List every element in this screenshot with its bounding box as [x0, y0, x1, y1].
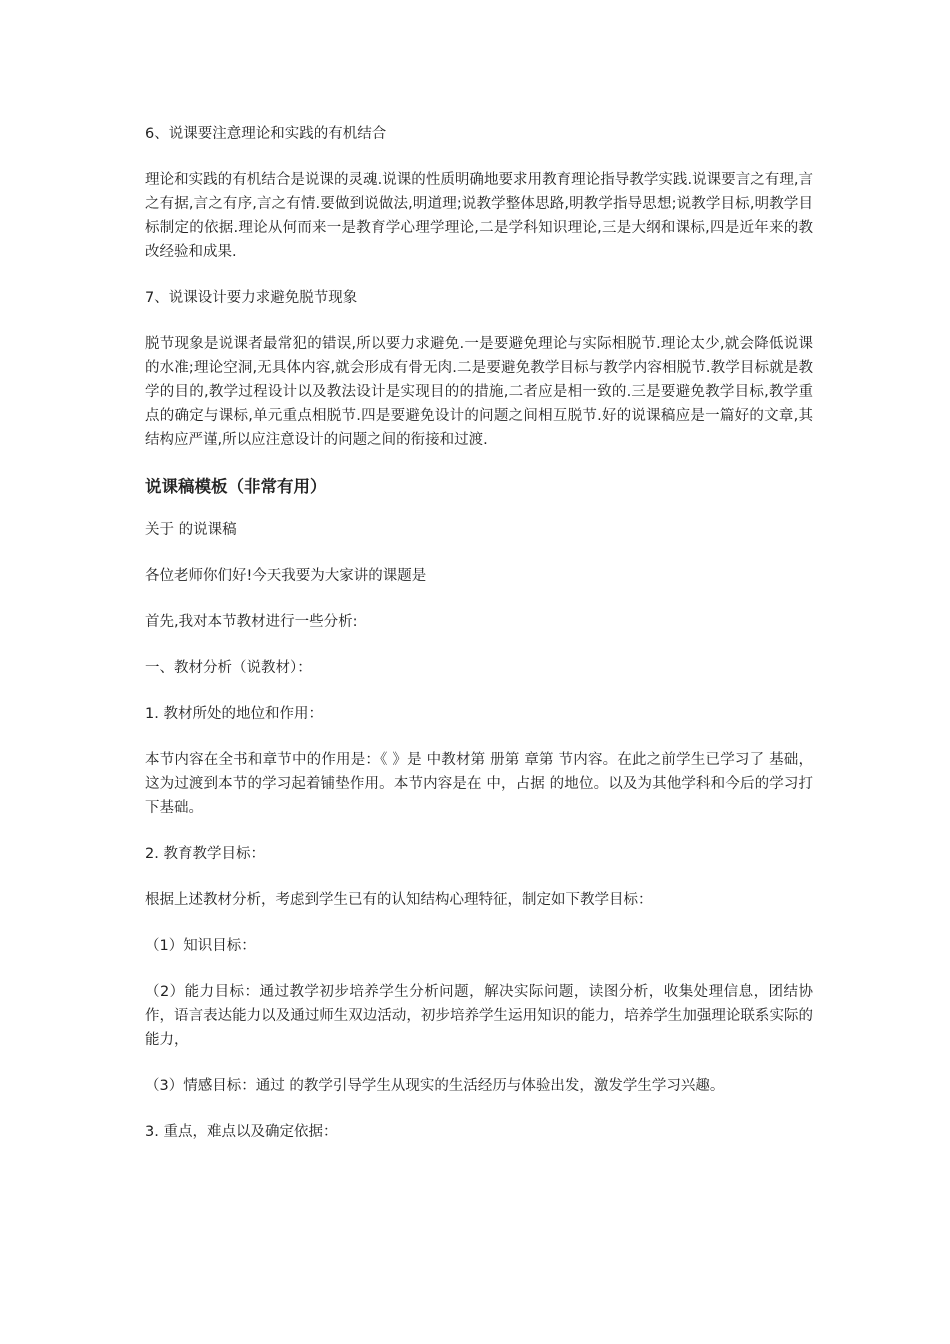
intro-line: 首先,我对本节教材进行一些分析:: [145, 614, 358, 630]
section-6-paragraph: 理论和实践的有机结合是说课的灵魂.说课的性质明确地要求用教育理论指导教学实践.说课要言之有理,言之有据,言之有序,言之有情.要做到说做法,明道理;说教学整体思路,明教学指导思想;说教学目标,明教学目标制定的依据.理论从何而来一是教育学心理学理论,二是学科知识理论,三是大纲和课标,四是近年来的教改经验和成果.: [145, 172, 813, 260]
item-3-heading: 3. 重点，难点以及确定依据：: [145, 1124, 338, 1140]
section-7-heading: 7、说课设计要力求避免脱节现象: [145, 290, 358, 306]
part-1-heading: 一、教材分析（说教材）：: [145, 660, 312, 676]
item-2-heading: 2. 教育教学目标：: [145, 846, 265, 862]
goal-emotion: （3）情感目标：通过 的教学引导学生从现实的生活经历与体验出发，激发学生学习兴趣。: [145, 1078, 725, 1094]
item-1-paragraph: 本节内容在全书和章节中的作用是：《 》是 中教材第 册第 章第 节内容。在此之前学生已学习了 基础，这为过渡到本节的学习起着铺垫作用。本节内容是在 中，占据 的地位。以及为其他学科和今后的学习打下基础。: [145, 752, 813, 816]
template-title: 说课稿模板（非常有用）: [145, 477, 327, 496]
about-line: 关于 的说课稿: [145, 522, 237, 538]
item-1-heading: 1. 教材所处的地位和作用：: [145, 706, 323, 722]
section-7-paragraph: 脱节现象是说课者最常犯的错误,所以要力求避免.一是要避免理论与实际相脱节.理论太少,就会降低说课的水准;理论空洞,无具体内容,就会形成有骨无肉.二是要避免教学目标与教学内容相脱节.教学目标就是教学的目的,教学过程设计以及教法设计是实现目的的措施,二者应是相一致的.三是要避免教学目标,教学重点的确定与课标,单元重点相脱节.四是要避免设计的问题之间相互脱节.好的说课稿应是一篇好的文章,其结构应严谨,所以应注意设计的问题之间的衔接和过渡.: [145, 336, 813, 448]
document-body: [145, 122, 813, 1166]
item-2-paragraph: 根据上述教材分析，考虑到学生已有的认知结构心理特征，制定如下教学目标：: [145, 892, 653, 908]
goal-ability: （2）能力目标：通过教学初步培养学生分析问题，解决实际问题，读图分析，收集处理信息，团结协作，语言表达能力以及通过师生双边活动，初步培养学生运用知识的能力，培养学生加强理论联系实际的能力，: [145, 984, 813, 1048]
section-6-heading: 6、说课要注意理论和实践的有机结合: [145, 126, 387, 142]
goal-knowledge: （1）知识目标：: [145, 938, 256, 954]
greeting-line: 各位老师你们好!今天我要为大家讲的课题是: [145, 568, 427, 584]
